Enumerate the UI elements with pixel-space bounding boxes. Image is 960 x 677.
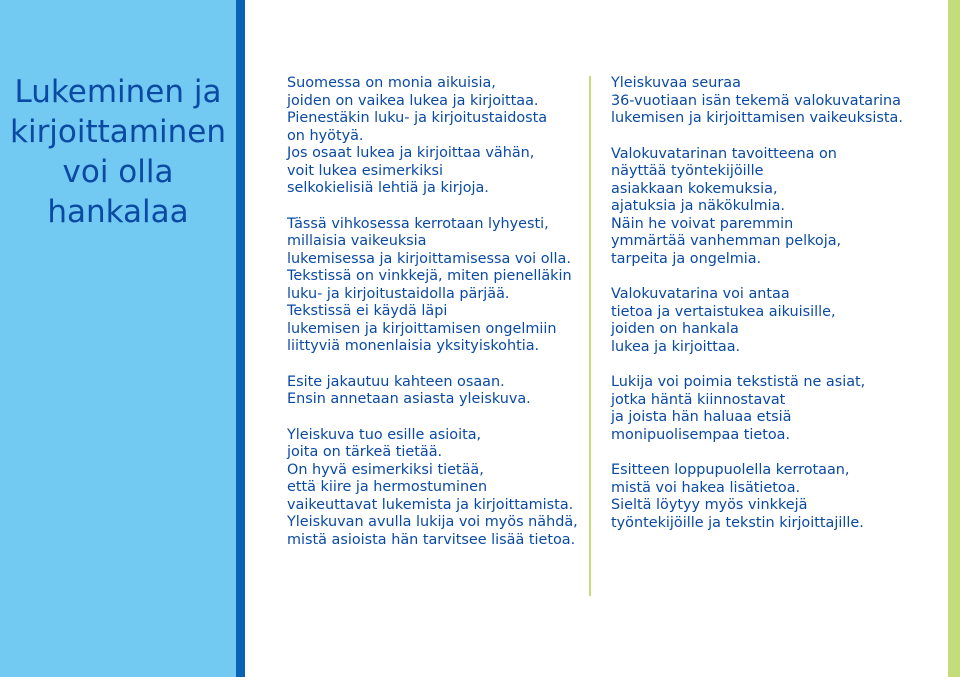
text-line: mistä asioista hän tarvitsee lisää tietoa. [287, 531, 576, 548]
text-line: Näin he voivat paremmin [611, 215, 794, 232]
text-line: ajatuksia ja näkökulmia. [611, 198, 785, 214]
paragraph-photo-story [611, 75, 941, 128]
text-line: lukemisen ja kirjoittamisen vaikeuksista. [611, 110, 903, 126]
text-line: Jos osaat lukea ja kirjoittaa vähän, [287, 145, 535, 161]
text-line: voit lukea esimerkiksi [287, 162, 444, 179]
text-line: tarpeita ja ongelmia. [611, 250, 762, 267]
text-line: millaisia vaikeuksia [287, 233, 427, 249]
text-line: että kiire ja hermostuminen [287, 479, 488, 495]
text-line: lukemisessa ja kirjoittamisessa voi olla. [287, 250, 571, 267]
text-line: Tekstissä on vinkkejä, miten pienelläkin [287, 268, 572, 284]
title-line: voi olla [62, 154, 174, 190]
paragraph-booklet-purpose [287, 216, 582, 356]
text-line: selkokielisiä lehtiä ja kirjoja. [287, 180, 489, 196]
text-line: joita on tärkeä tietää. [287, 444, 443, 460]
text-line: Sieltä löytyy myös vinkkejä [611, 497, 808, 513]
paragraph-more-info [611, 462, 941, 532]
title-line: Lukeminen ja [14, 74, 222, 110]
text-line: Valokuvatarina voi antaa [611, 286, 790, 302]
text-line: ja joista hän haluaa etsiä [611, 409, 792, 425]
text-line: Yleiskuvaa seuraa [611, 75, 741, 91]
sidebar-stripe [236, 0, 245, 677]
right-accent-bar [948, 0, 960, 677]
text-line: Yleiskuva tuo esille asioita, [287, 426, 482, 443]
left-column [287, 75, 582, 567]
text-line: vaikeuttavat lukemista ja kirjoittamista. [287, 496, 574, 513]
text-line: Valokuvatarinan tavoitteena on [611, 145, 837, 162]
text-line: Suomessa on monia aikuisia, [287, 75, 496, 91]
text-line: liittyviä monenlaisia yksityiskohtia. [287, 338, 540, 354]
paragraph-photo-story-goal [611, 146, 941, 269]
text-line: joiden on hankala [611, 321, 739, 337]
text-line: luku- ja kirjoitustaidolla pärjää. [287, 285, 510, 302]
title-line: hankalaa [47, 194, 189, 230]
text-line: Pienestäkin luku- ja kirjoitustaidosta [287, 110, 548, 126]
column-divider [589, 76, 591, 596]
text-line: tietoa ja vertaistukea aikuisille, [611, 303, 836, 320]
text-line: Esite jakautuu kahteen osaan. [287, 373, 505, 390]
text-line: Tässä vihkosessa kerrotaan lyhyesti, [287, 215, 549, 232]
text-line: monipuolisempaa tietoa. [611, 426, 791, 443]
paragraph-reader-choice [611, 374, 941, 444]
text-line: lukea ja kirjoittaa. [611, 338, 741, 355]
text-line: mistä voi hakea lisätietoa. [611, 479, 801, 496]
title-line: kirjoittaminen [10, 114, 226, 150]
paragraph-overview [287, 427, 582, 550]
text-line: asiakkaan kokemuksia, [611, 180, 778, 197]
text-line: Ensin annetaan asiasta yleiskuva. [287, 391, 531, 407]
text-line: Esitteen loppupuolella kerrotaan, [611, 462, 850, 478]
text-line: Lukija voi poimia tekstistä ne asiat, [611, 374, 866, 390]
paragraph-structure [287, 374, 582, 409]
text-line: jotka häntä kiinnostavat [611, 391, 786, 408]
text-line: On hyvä esimerkiksi tietää, [287, 461, 484, 478]
text-line: lukemisen ja kirjoittamisen ongelmiin [287, 320, 557, 337]
paragraph-intro [287, 75, 582, 198]
text-line: joiden on vaikea lukea ja kirjoittaa. [287, 92, 539, 109]
page-title [8, 72, 228, 232]
text-line: työntekijöille ja tekstin kirjoittajille. [611, 514, 864, 531]
text-line: ymmärtää vanhemman pelkoja, [611, 233, 842, 249]
text-line: näyttää työntekijöille [611, 163, 764, 179]
right-column [611, 75, 941, 550]
text-line: 36-vuotiaan isän tekemä valokuvatarina [611, 92, 901, 109]
text-line: Yleiskuvan avulla lukija voi myös nähdä, [287, 514, 578, 530]
text-line: on hyötyä. [287, 127, 364, 144]
text-line: Tekstissä ei käydä läpi [287, 303, 448, 319]
paragraph-peer-support [611, 286, 941, 356]
